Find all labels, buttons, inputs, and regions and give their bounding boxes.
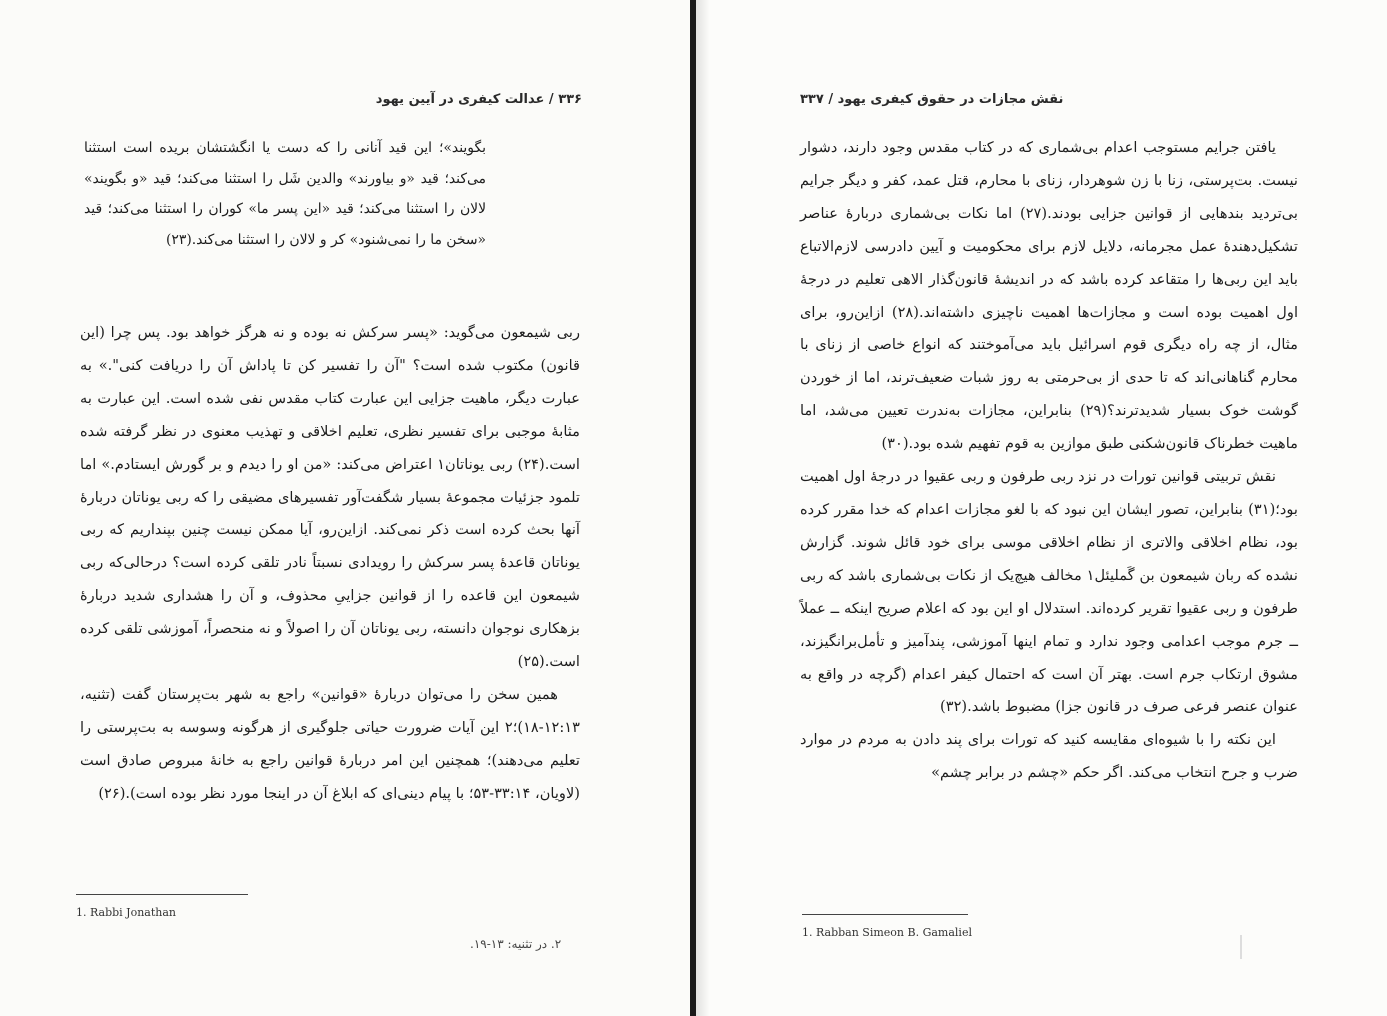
right-footnote-1: 1. Rabban Simeon B. Gamaliel [802,926,972,939]
right-page [696,0,1387,1016]
quote-text: بگویند»؛ این قید آنانی را که دست یا انگشتشان بریده است استثنا می‌کند؛ قید «و بیاورند» والدین شَل را استثنا می‌کند؛ قید «و بگویند» لالان را استثنا می‌کند؛ قید «این پسر ما» کوران را استثنا می‌کند؛ قید «سخن ما را نمی‌شنود» کر و لالان را استثنا می‌کند.(۲۳) [84,140,486,248]
right-running-header: نقش مجازات در حقوق کیفری یهود / ۳۳۷ [800,92,1064,107]
right-paragraph-2: نقش تربیتی قوانین تورات در نزد ربی طرفون و ربی عقیوا در درجهٔ اول اهمیت بود؛(۳۱) بنابراین، تصور ایشان این نبود که با لغو مجازات اعدام که خدا مقرر کرده بود، نظام اخلاقی والاتری از نظام اخلاقی موسی برای خود قائل شوند. گزارش نشده که ربان شیمعون بن گَملیئل۱ مخالف هیچ‌یک از نکات بی‌شماری باشد که ربی طرفون و ربی عقیوا تقریر کرده‌اند. استدلال او این بود که اعلام صریح اینکه ــ عملاً ــ جرم موجب اعدامی وجود ندارد و تمام اینها آموزشی، پندآمیز و تأمل‌برانگیزند، مشوق ارتکاب جرم است. بهتر آن است که احتمال کیفر اعدام (گرچه در واقع به عنوان عنصر فرعی صرف در قانون جزا) مضبوط باشد.(۳۲) [800,468,1298,716]
right-paragraph-3: این نکته را با شیوه‌ای مقایسه کنید که تورات برای پند دادن به مردم در موارد ضرب و جرح انتخاب می‌کند. اگر حکم «چشم در برابر چشم» [800,731,1298,782]
right-paragraph-1: یافتن جرایم مستوجب اعدام بی‌شماری که در کتاب مقدس وجود دارند، دشوار نیست. بت‌پرستی، زنا با زن شوهردار، زنای با محارم، قتل عمد، کفر و دیگر جرایم بی‌تردید بندهایی از قوانین جزایی بودند.(۲۷) اما نکات بی‌شماری دربارهٔ عناصر تشکیل‌دهندهٔ عمل مجرمانه، دلایل لازم برای محکومیت و آیین دادرسی لازم‌الاتباع باید این ربی‌ها را متقاعد کرده باشد که در اندیشهٔ قانون‌گذار الاهی تعلیم در درجهٔ اول اهمیت بوده است و مجازات‌ها اهمیت ناچیزی داشته‌اند.(۲۸) ازاین‌رو، برای مثال، از چه راه دیگری قوم اسرائیل باید می‌آموختند که انواع خاصی از زنای با محارم گناهانی‌اند که تا حدی از بی‌حرمتی به روز شبات ضعیف‌ترند، اما از خوردن گوشت خوک بسیار شدیدترند؟(۲۹) بنابراین، مجازات به‌ندرت تعیین می‌شد، اما ماهیت خطرناک قانون‌شکنی طبق موازین به قوم تفهیم شده بود.(۳۰) [800,139,1299,453]
left-body [80,317,580,811]
spine-shadow [696,0,710,1016]
left-page [0,0,690,1016]
left-footnote-rule [76,894,248,895]
page-edge-mark [1240,935,1242,959]
left-running-header: ۳۳۶ / عدالت کیفری در آیین یهود [375,92,582,107]
right-footnote-rule [802,914,968,915]
left-paragraph-2: همین سخن را می‌توان دربارهٔ «قوانین» راجع به شهر بت‌پرستان گفت (تثنیه، ۱۲:۱۳-۱۸)؛۲ این آیات ضرورت حیاتی جلوگیری از هرگونه وسوسه به بت‌پرستی را تعلیم می‌دهند)؛ همچنین این امر دربارهٔ قوانین راجع به خانهٔ مبروص صادق است (لاویان، ۳۳:۱۴-۵۳؛ با پیام دینی‌ای که ابلاغ آن در اینجا مورد نظر بوده است).(۲۶) [80,685,580,802]
right-body [800,132,1298,790]
left-footnote-1: 1. Rabbi Jonathan [76,906,177,919]
left-footnote-2: ۲. در تثنیه: ۱۳-۱۹. [470,937,562,951]
left-block-quote [84,133,486,255]
left-paragraph-1: ربی شیمعون می‌گوید: «پسر سرکش نه بوده و نه هرگز خواهد بود. پس چرا (این قانون) مکتوب شده است؟ "آن را تفسیر کن تا پاداش آن را دریافت کنی".» به عبارت دیگر، ماهیت جزایی این عبارت کتاب مقدس نفی شده است. این عبارت به مثابهٔ موجبی برای تفسیر نظری، تعلیم اخلاقی و تهذیب معنوی در نظر گرفته شده است.(۲۴) ربی یوناتان۱ اعتراض می‌کند: «من او را دیدم و بر گورش ایستادم.» اما تلمود جزئیات مجموعهٔ بسیار شگفت‌آور تفسیرهای مضیقی را که ربی یوناتان دربارهٔ آنها بحث کرده است ذکر نمی‌کند. ازاین‌رو، آیا ممکن نیست چنین بپنداریم که ربی یوناتان قاعدهٔ پسر سرکش را رویدادی نسبتاً نادر تلقی کرده است؟ درحالی‌که ربی شیمعون این قاعده را از قوانین جزاییِ محذوف، و آن را هشداری شدید دربارهٔ بزهکاری نوجوان دانسته، ربی یوناتان آن را اصولاً و نه منحصراً، آموزشی تلقی کرده است.(۲۵) [80,324,580,671]
